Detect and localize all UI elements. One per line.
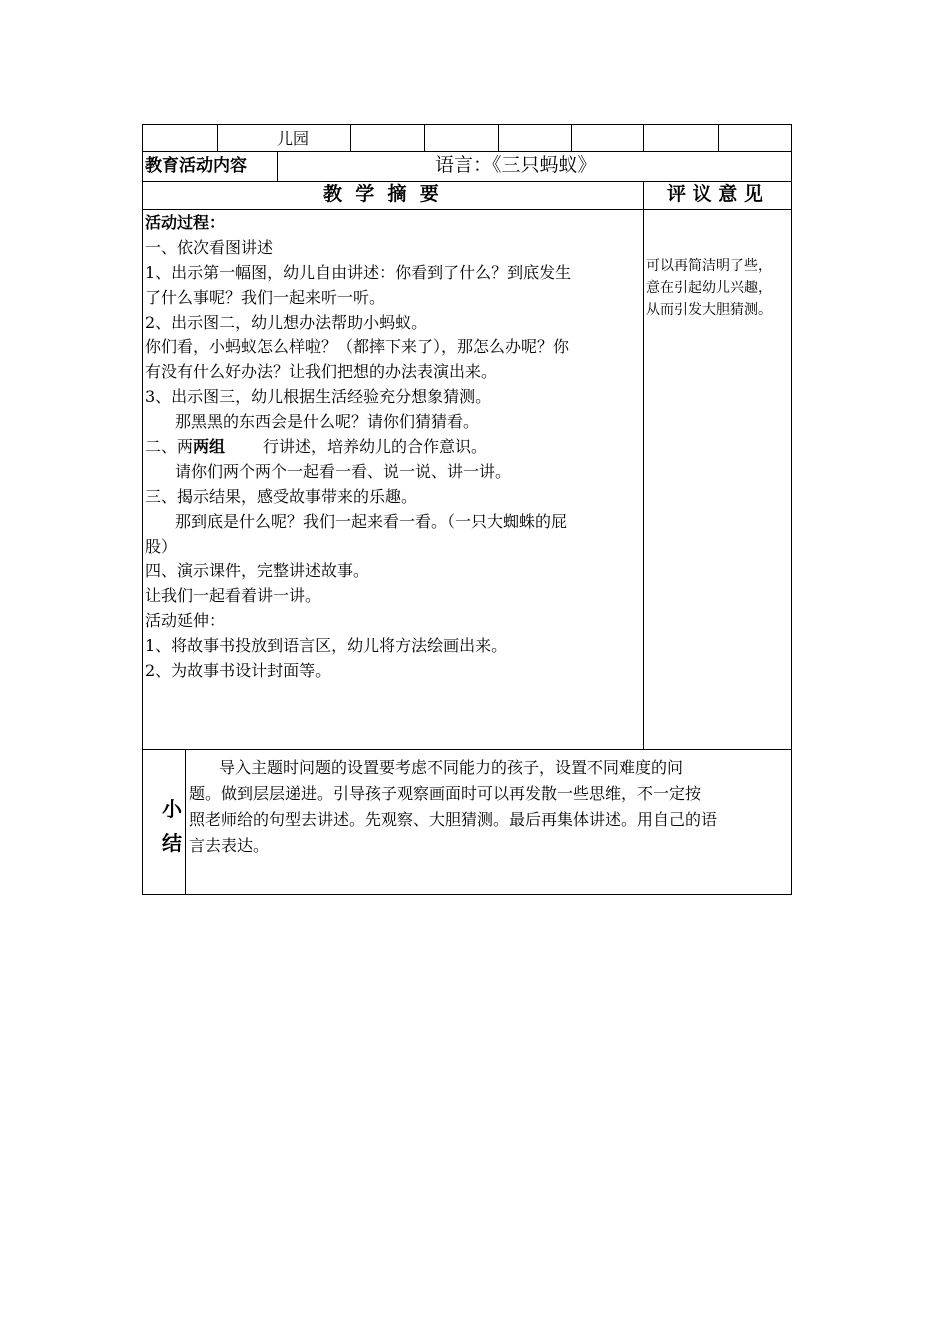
activity-process: [145, 211, 645, 684]
content-value: 语言：《三只蚂蚁》: [435, 154, 597, 176]
row-divider: [143, 209, 791, 210]
row-divider: [143, 181, 791, 182]
process-fragment: 二、两: [145, 437, 194, 457]
col-divider: [718, 125, 719, 151]
comment-line: 从而引发大胆猜测。: [646, 302, 772, 318]
process-line: 让我们一起看着讲一讲。: [145, 586, 322, 606]
process-fragment: 行讲述，培养幼儿的合作意识。: [263, 437, 488, 457]
col-divider: [217, 125, 218, 151]
process-title: 活动过程：: [145, 213, 226, 232]
process-line: 了什么事呢？我们一起来听一听。: [145, 287, 386, 307]
summary-line: 言去表达。: [189, 836, 270, 855]
comments-column-header: 评 议 意 见: [667, 183, 763, 205]
row-divider: [143, 151, 791, 152]
col-divider: [185, 749, 186, 895]
process-line: 请你们两个两个一起看一看、说一说、讲一讲。: [175, 461, 512, 481]
process-line: 1、出示第一幅图，幼儿自由讲述：你看到了什么？到底发生: [145, 262, 572, 282]
summary-line: 题。做到层层递进。引导孩子观察画面时可以再发散一些思维，不一定按: [189, 784, 702, 803]
process-line: 3、出示图三，幼儿根据生活经验充分想象猜测。: [145, 387, 492, 407]
col-divider: [643, 125, 644, 151]
summary-column-header: 教 学 摘 要: [323, 183, 439, 205]
process-fragment: 两组: [193, 437, 226, 457]
row-divider: [143, 749, 791, 750]
process-line: 三、揭示结果，感受故事带来的乐趣。: [145, 486, 418, 506]
process-line: 2、为故事书设计封面等。: [145, 661, 332, 681]
col-divider: [498, 125, 499, 151]
process-line: 1、将故事书投放到语言区，幼儿将方法绘画出来。: [145, 636, 508, 656]
col-divider: [424, 125, 425, 151]
comment-line: 意在引起幼儿兴趣，: [646, 280, 772, 296]
process-line: 那到底是什么呢？我们一起来看一看。（一只大蜘蛛的屁: [175, 511, 568, 531]
comment-line: 可以再简洁明了些，: [646, 258, 772, 274]
summary-line: 照老师给的句型去讲述。先观察、大胆猜测。最后再集体讲述。用自己的语: [189, 810, 718, 829]
content-label: 教育活动内容: [145, 156, 247, 176]
kindergarten-cell: 儿园: [277, 129, 310, 148]
col-divider: [277, 151, 278, 181]
summary-label-char: 结: [162, 831, 182, 855]
process-line: 有没有什么好办法？让我们把想的办法表演出来。: [145, 362, 498, 382]
summary-line: 导入主题时问题的设置要考虑不同能力的孩子，设置不同难度的问: [219, 758, 684, 777]
process-line: 一、依次看图讲述: [145, 237, 274, 257]
process-line: 那黑黑的东西会是什么呢？请你们猜猜看。: [175, 412, 480, 432]
process-line: 股）: [145, 536, 178, 556]
lesson-table: [142, 124, 792, 895]
col-divider: [571, 125, 572, 151]
process-line: 四、演示课件，完整讲述故事。: [145, 561, 370, 581]
summary-label-char: 小: [162, 797, 182, 821]
process-line: 2、出示图二，幼儿想办法帮助小蚂蚁。: [145, 312, 428, 332]
process-line: 活动延伸：: [145, 611, 226, 631]
process-line: [145, 435, 645, 460]
review-comments: [646, 255, 792, 321]
process-line: 你们看，小蚂蚁怎么样啦？（都摔下来了），那怎么办呢？你: [145, 337, 570, 357]
summary-text: [189, 755, 793, 859]
col-divider: [350, 125, 351, 151]
